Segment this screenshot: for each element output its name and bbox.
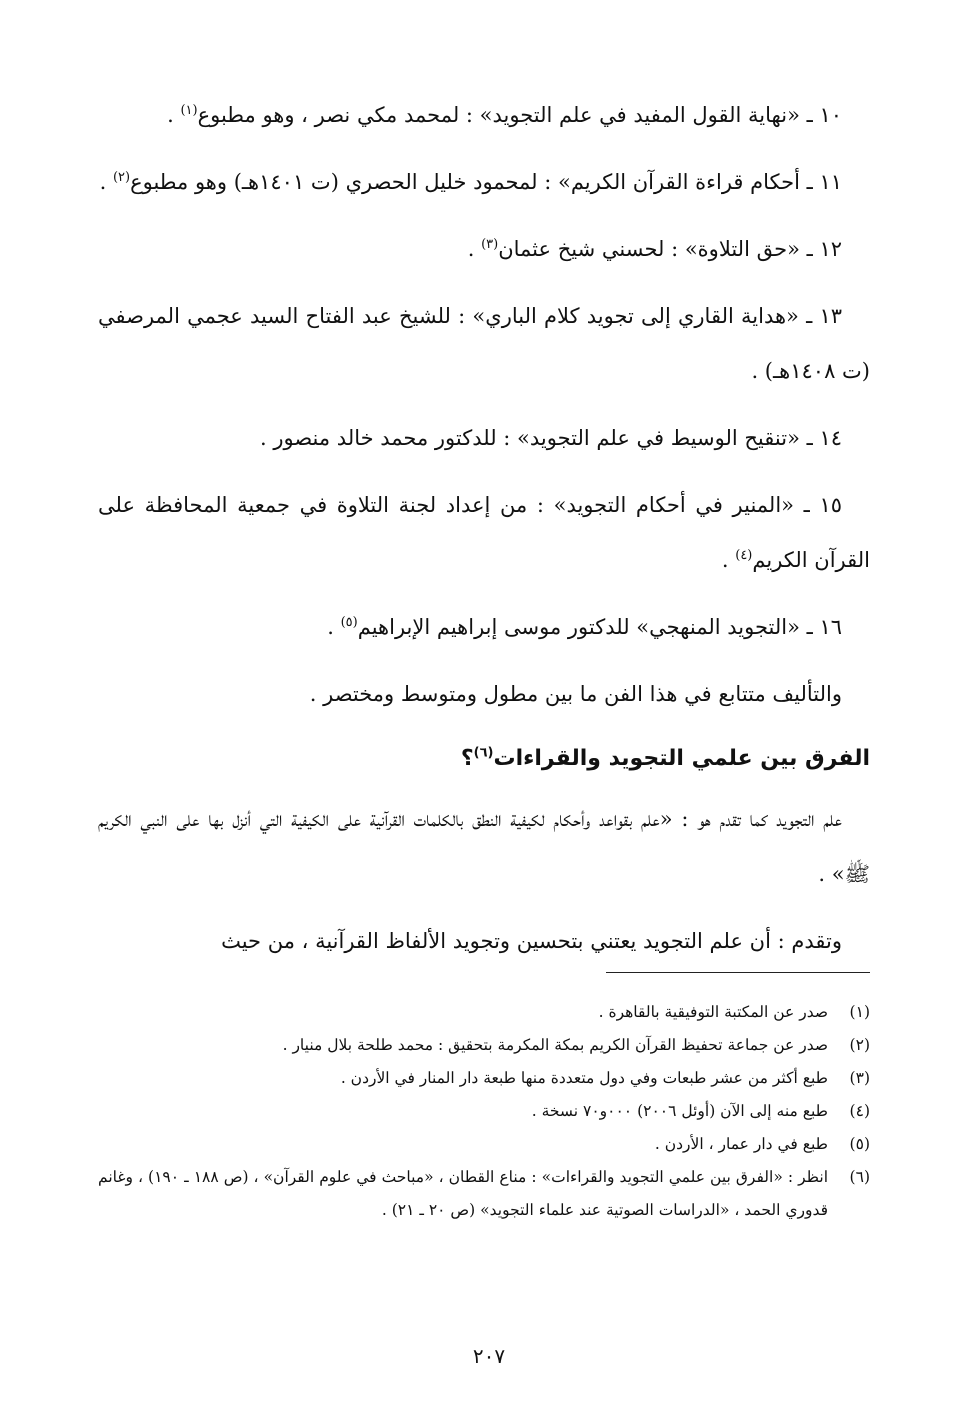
- footnote-number: (٣): [849, 1069, 870, 1087]
- footnote-ref[interactable]: (٤): [735, 548, 753, 563]
- footnote-text: طبع في دار عمار ، الأردن .: [654, 1135, 828, 1153]
- footnote-ref[interactable]: (٣): [481, 237, 499, 252]
- footnote-number: (٤): [849, 1102, 870, 1120]
- footnote-text: صدر عن جماعة تحفيظ القرآن الكريم بمكة المكرمة بتحقيق : محمد طلحة بلال منيار .: [282, 1036, 828, 1054]
- list-item: ١٢ ـ «حق التلاوة» : لحسني شيخ عثمان$^{(٣)}$ .: [467, 237, 842, 261]
- list-item: ١٤ ـ «تنقيح الوسيط في علم التجويد» : للدكتور محمد خالد منصور .: [259, 426, 842, 450]
- footnote: [98, 1062, 870, 1095]
- footnote: [98, 1128, 870, 1161]
- footnote-text: طبع أكثر من عشر طبعات وفي دول متعددة منها طبعة دار المنار في الأردن .: [340, 1069, 828, 1087]
- footnote: [98, 996, 870, 1029]
- footnote: [98, 1095, 870, 1128]
- footnote-number: (٢): [849, 1036, 870, 1054]
- page-number: ٢٠٧: [472, 1344, 506, 1368]
- footnotes: [98, 996, 870, 1227]
- footnote: [98, 1161, 870, 1227]
- footnote: [98, 1029, 870, 1062]
- paragraph: علم التجويد كما تقدم هو : «علم بقواعد وأحكام لكيفية النطق بالكلمات القرآنية على الكيفية التي أنزل بها على النبي الكريم ﷺ» .: [98, 807, 870, 886]
- footnote-text: طبع منه إلى الآن (أوئل ٢٠٠٦) ٠٠٠و٧٠ نسخة .: [531, 1102, 828, 1120]
- list-item: ١٠ ـ «نهاية القول المفيد في علم التجويد» : لمحمد مكي نصر ، وهو مطبوع$^{(١)}$ .: [167, 103, 842, 127]
- footnote-ref[interactable]: (٦): [473, 745, 494, 761]
- list-item: ١٥ ـ «المنير في أحكام التجويد» : من إعداد لجنة التلاوة في جمعية المحافظة على القرآن الكريم$^{(٤)}$ .: [98, 493, 870, 572]
- list-item: ١٦ ـ «التجويد المنهجي» للدكتور موسى إبراهيم الإبراهيم$^{(٥)}$ .: [327, 615, 842, 639]
- footnote-ref[interactable]: (٥): [340, 615, 358, 630]
- footnote-text: صدر عن المكتبة التوفيقية بالقاهرة .: [598, 1003, 828, 1021]
- footnote-number: (١): [849, 1003, 870, 1021]
- list-item: ١١ ـ أحكام قراءة القرآن الكريم» : لمحمود خليل الحصري (ت ١٤٠١هـ) وهو مطبوع$^{(٢)}$ .: [99, 170, 842, 194]
- footnote-ref[interactable]: (٢): [112, 170, 131, 185]
- footnote-ref[interactable]: (١): [180, 103, 198, 118]
- footnote-text: انظر : «الفرق بين علمي التجويد والقراءات» : مناع القطان ، «مباحث في علوم القرآن» ، (ص ١٨٨ ـ ١٩٠) ، وغانم قدوري الحمد ، «الدراسات الصوتية عند علماء التجويد» (ص ٢٠ ـ ٢١) .: [98, 1168, 828, 1219]
- footnote-divider: [606, 972, 870, 973]
- footnote-number: (٦): [849, 1168, 870, 1186]
- section-heading: الفرق بين علمي التجويد والقراءات$^{(٦)}$؟: [460, 745, 870, 771]
- footnote-number: (٥): [849, 1135, 870, 1153]
- list-item: ١٣ ـ «هداية القاري إلى تجويد كلام الباري» : للشيخ عبد الفتاح السيد عجمي المرصفي (ت ١٤٠٨هـ) .: [98, 304, 870, 383]
- paragraph: وتقدم : أن علم التجويد يعتني بتحسين وتجويد الألفاظ القرآنية ، من حيث: [221, 929, 842, 953]
- main-text: [98, 88, 870, 981]
- paragraph: والتأليف متتابع في هذا الفن ما بين مطول ومتوسط ومختصر .: [309, 682, 842, 706]
